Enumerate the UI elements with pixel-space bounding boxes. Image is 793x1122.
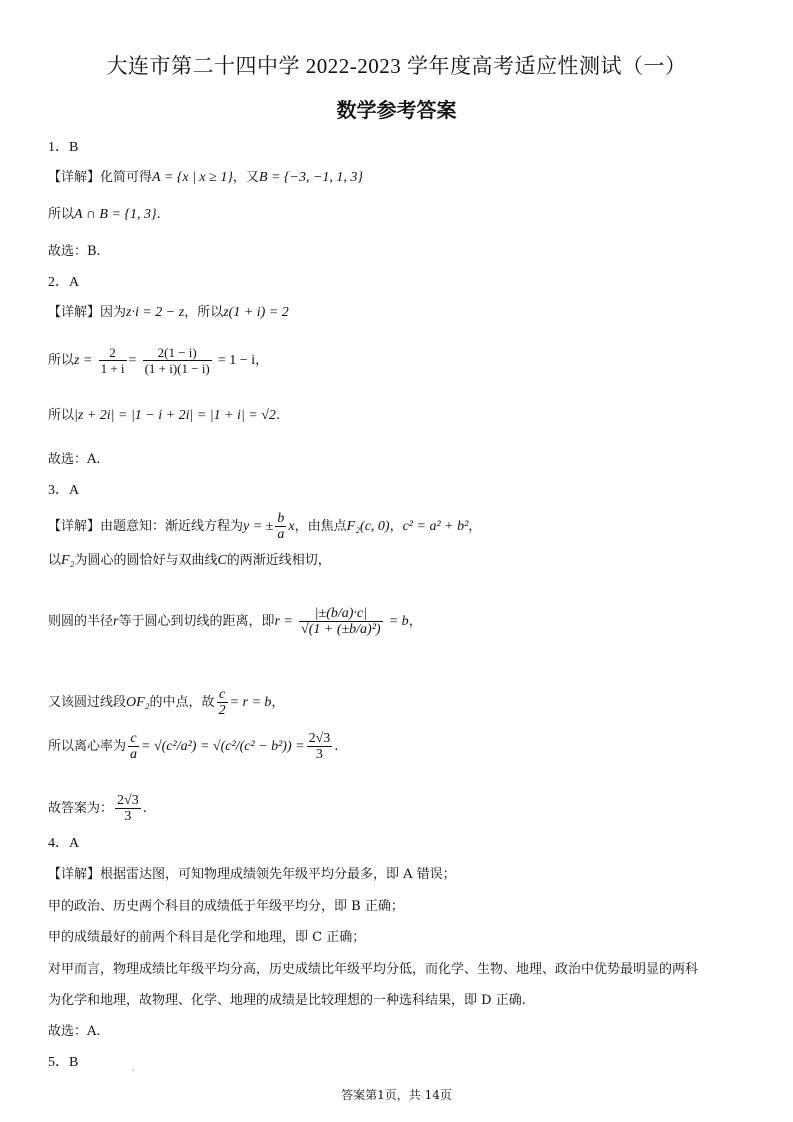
q1-set-a: A = {x | x ≥ 1}: [152, 170, 233, 185]
q3-asym-left: y = ±: [243, 519, 274, 534]
q2-line2-tail: = 1 − i: [217, 353, 256, 368]
q2-given: z·i = 2 − z: [126, 305, 185, 320]
q2-line2-prefix: 所以: [48, 353, 75, 368]
q3-l3-tail: = b: [388, 614, 409, 629]
q3-ecc-fraction: [128, 731, 139, 762]
q5-number: 5．B: [48, 1055, 79, 1070]
q2-line3-prefix: 所以: [48, 408, 75, 423]
q3-l5-eq1: = √(c²/a²) = √(c²/(c² − b²)) =: [141, 739, 305, 754]
q3-l3-mid: 等于圆心到切线的距离，即: [118, 614, 275, 629]
q3-l4-den: 2: [218, 703, 226, 718]
q2-choice: 故选：A.: [48, 452, 101, 467]
q3-l5-end: .: [334, 739, 339, 754]
q3-l2-prefix: 以: [48, 553, 62, 568]
q3-ans-prefix: 故答案为：: [48, 801, 114, 816]
q2-fraction-2: [143, 345, 212, 376]
q1-detail: [48, 169, 363, 187]
q3-l2-c: C: [217, 553, 227, 568]
q3-l5-prefix: 所以离心率为: [48, 739, 127, 754]
q3-l5-f1-den: a: [130, 747, 138, 762]
q3-asym-den: a: [277, 527, 285, 542]
q3-l1-mid: ，由焦点: [294, 519, 347, 534]
q3-line4: [48, 686, 284, 720]
q3-l2-end: 的两渐近线相切，: [226, 553, 331, 568]
q4-line2: 甲的政治、历史两个科目的成绩低于年级平均分，即 B 正确；: [48, 899, 404, 914]
q3-distance-fraction: [299, 606, 383, 637]
q3-ans-end: .: [142, 801, 147, 816]
q3-line1: [48, 510, 481, 544]
q3-line3: [48, 602, 422, 642]
q2-f2-den: (1 + i)(1 − i): [144, 361, 210, 376]
q3-ans-num: 2√3: [117, 793, 139, 808]
document-subtitle: 数学参考答案: [336, 98, 457, 122]
q3-l3-den: √(1 + (±b/a)²): [301, 622, 381, 637]
q1-intersection: A ∩ B = {1, 3}: [74, 207, 157, 222]
q3-l4-seg: OF₂: [126, 695, 150, 710]
document-title: 大连市第二十四中学 2022-2023 学年度高考适应性测试（一）: [106, 54, 687, 78]
q1-number: 1．B: [48, 140, 79, 155]
q4-line1: 【详解】根据雷达图，可知物理成绩领先年级平均分最多，即 A 错误；: [48, 867, 456, 882]
q2-fraction-1: [99, 345, 127, 376]
q3-line2: [48, 552, 331, 570]
q1-detail-mid: ，又: [232, 170, 259, 185]
q3-asym-fraction: [275, 511, 286, 542]
q3-focus: F₂(c, 0): [346, 519, 390, 534]
q3-l4-tail: = r = b: [229, 695, 272, 710]
q4-line3: 甲的成绩最好的前两个科目是化学和地理，即 C 正确；: [48, 930, 366, 945]
q3-l4-mid: 的中点，故: [149, 695, 215, 710]
stray-mark: ·: [132, 1066, 135, 1076]
q3-number: 3．A: [48, 483, 80, 498]
q3-answer-fraction: [115, 793, 141, 824]
q3-l5-f2-den: 3: [315, 747, 323, 762]
q1-set-b: B = {−3, −1, 1, 3}: [258, 170, 364, 185]
q3-l2-mid: 为圆心的圆恰好与双曲线: [74, 553, 218, 568]
q3-relation: c² = a² + b²: [402, 519, 469, 534]
q2-detail-mid: ，所以: [184, 305, 224, 320]
q3-l4-num: c: [217, 687, 228, 703]
q1-so-prefix: 所以: [48, 207, 75, 222]
q1-choice: 故选：B.: [48, 244, 101, 259]
q2-line2: 所以z = $\frac{2}{1 + i}$ = $\frac{2(1 - i)}{(1 + i)(1 - i)}$ = 1 − i，: [48, 345, 269, 376]
q2-f1-den: 1 + i: [100, 361, 125, 376]
q2-f1-num: 2: [99, 345, 127, 361]
q3-l4-prefix: 又该圆过线段: [48, 695, 127, 710]
q3-answer: [48, 792, 147, 826]
q4-line5: 为化学和地理，故物理、化学、地理的成绩是比较理想的一种选科结果，即 D 正确.: [48, 993, 526, 1008]
q3-l3-end: ，: [408, 614, 422, 629]
q3-half-fraction: [217, 687, 228, 718]
q2-line3-suffix: .: [275, 408, 281, 423]
q2-f2-num: 2(1 − i): [143, 345, 212, 361]
q3-l1-prefix: 【详解】由题意知：渐近线方程为: [48, 519, 244, 534]
q1-detail-prefix: 【详解】化简可得: [48, 170, 153, 185]
q3-l3-r-eq: r =: [274, 614, 293, 629]
q3-ans-den: 3: [124, 809, 132, 824]
q4-line4: 对甲而言，物理成绩比年级平均分高，历史成绩比年级平均分低，而化学、生物、地理、政治中优势最明显的两科: [48, 962, 699, 977]
q2-detail-prefix: 【详解】因为: [48, 305, 127, 320]
q2-eq1: z(1 + i) = 2: [223, 305, 289, 320]
q2-line2-suffix: ，: [255, 353, 269, 368]
q3-l2-f2: F₂: [61, 553, 75, 568]
q3-l4-end: ，: [271, 695, 285, 710]
q1-conclusion: [48, 206, 161, 224]
q3-l3-r: r: [113, 614, 119, 629]
q4-number: 4．A: [48, 836, 80, 851]
q3-ecc-result-fraction: [307, 731, 333, 762]
q1-so-suffix: .: [156, 207, 161, 222]
q3-l1-end: ，: [468, 519, 482, 534]
q2-number: 2．A: [48, 275, 80, 290]
q2-detail: [48, 304, 289, 322]
q3-asym-num: b: [277, 511, 285, 526]
q4-choice: 故选：A.: [48, 1024, 101, 1039]
q3-l5-f2-num: 2√3: [308, 731, 331, 746]
q3-l3-num: |±(b/a)·c|: [299, 606, 383, 622]
q2-z-eq: z =: [74, 353, 93, 368]
page-footer: 答案第1页，共 14页: [341, 1088, 452, 1102]
q3-line5: [48, 730, 338, 764]
q2-modulus-expr: |z + 2i| = |1 − i + 2i| = |1 + i| = √2: [74, 408, 276, 423]
q3-l5-f1-num: c: [128, 731, 139, 747]
q3-l1-sep: ，: [389, 519, 403, 534]
q3-asym-right: x: [288, 519, 295, 534]
q3-l3-prefix: 则圆的半径: [48, 614, 114, 629]
q2-line3: [48, 407, 280, 425]
